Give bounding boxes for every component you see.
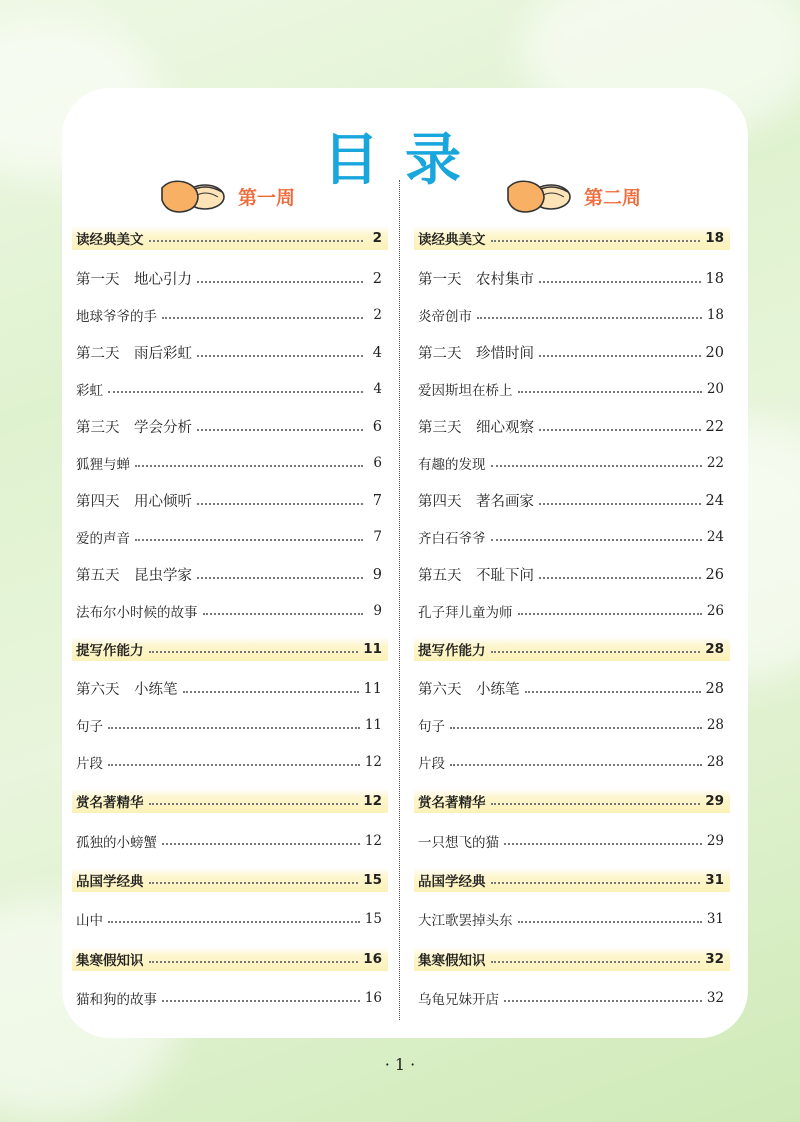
toc-page-number: 18 [705, 230, 724, 246]
dot-leader [108, 921, 360, 923]
toc-section-row [72, 789, 388, 813]
toc-entry-title: 乌龟兄妹开店 [418, 992, 499, 1008]
toc-entry-row [418, 715, 724, 735]
toc-page-number: 12 [363, 793, 382, 809]
toc-entry-title: 大江歌罢掉头东 [418, 913, 513, 929]
dot-leader [162, 843, 360, 845]
toc-entry-title: 第六天 小练笔 [76, 682, 178, 698]
dot-leader [135, 465, 363, 467]
toc-entry-row [76, 988, 382, 1008]
dot-leader [504, 1000, 702, 1002]
toc-entry-row [76, 453, 382, 473]
toc-section-row [72, 868, 388, 892]
toc-entry-row [418, 305, 724, 325]
dot-leader [504, 843, 702, 845]
toc-entry-title: 品国学经典 [76, 874, 144, 890]
toc-page-number: 4 [373, 381, 382, 397]
toc-entry-row [76, 490, 382, 511]
dot-leader [108, 391, 363, 393]
toc-entry-row [76, 678, 382, 699]
toc-page-number: 28 [705, 680, 724, 697]
toc-entry-row [418, 416, 724, 437]
toc-page-number: 24 [706, 529, 724, 545]
toc-entry-row [76, 752, 382, 772]
toc-entry-title: 句子 [76, 719, 103, 735]
dot-leader [197, 577, 363, 579]
dot-leader [518, 921, 702, 923]
toc-page-number: 31 [705, 872, 724, 888]
toc-entry-row [76, 268, 382, 289]
dot-leader [491, 803, 701, 805]
dot-leader [135, 539, 363, 541]
toc-section-row [414, 947, 730, 971]
dot-leader [149, 651, 359, 653]
dot-leader [149, 803, 359, 805]
toc-entry-title: 一只想飞的猫 [418, 835, 499, 851]
toc-page-number: 6 [373, 455, 382, 471]
toc-entry-row [76, 342, 382, 363]
toc-entry-title: 句子 [418, 719, 445, 735]
toc-entry-row [418, 453, 724, 473]
toc-section-row [72, 226, 388, 250]
toc-page-number: 32 [706, 990, 724, 1006]
dot-leader [491, 539, 702, 541]
toc-entry-title: 地球爷爷的手 [76, 309, 157, 325]
toc-section-row [414, 789, 730, 813]
week-heading-2 [504, 176, 641, 216]
toc-entry-row [418, 988, 724, 1008]
toc-entry-title: 第五天 昆虫学家 [76, 568, 192, 584]
toc-section-row [414, 637, 730, 661]
toc-page-number: 11 [363, 641, 382, 657]
toc-entry-row [418, 909, 724, 929]
toc-entry-title: 齐白石爷爷 [418, 531, 486, 547]
toc-page-number: 20 [706, 381, 724, 397]
toc-entry-row [418, 268, 724, 289]
toc-entry-row [76, 831, 382, 851]
dot-leader [491, 651, 701, 653]
toc-entry-title: 集寒假知识 [418, 953, 486, 969]
dot-leader [491, 240, 701, 242]
toc-entry-row [76, 715, 382, 735]
toc-entry-row [418, 678, 724, 699]
toc-page-number: 24 [705, 492, 724, 509]
toc-entry-title: 爱的声音 [76, 531, 130, 547]
toc-entry-row [76, 416, 382, 437]
toc-page-number: 29 [705, 793, 724, 809]
toc-entry-title: 第五天 不耻下问 [418, 568, 534, 584]
toc-section-row [72, 947, 388, 971]
toc-page-number: 26 [706, 603, 724, 619]
dot-leader [197, 355, 363, 357]
week-label: 第二周 [584, 186, 642, 209]
dot-leader [491, 465, 702, 467]
toc-page-number: 20 [705, 344, 724, 361]
toc-entry-title: 有趣的发现 [418, 457, 486, 473]
dot-leader [450, 764, 702, 766]
toc-page-number: 28 [706, 717, 724, 733]
dot-leader [477, 317, 702, 319]
toc-page-number: 18 [706, 307, 724, 323]
toc-page-number: 2 [373, 307, 382, 323]
toc-entry-row [418, 564, 724, 585]
toc-entry-title: 读经典美文 [418, 232, 486, 248]
toc-page-number: 18 [705, 270, 724, 287]
toc-page-number: 2 [372, 270, 382, 287]
toc-section-row [414, 868, 730, 892]
toc-page-number: 16 [364, 990, 382, 1006]
toc-entry-title: 山中 [76, 913, 103, 929]
toc-entry-title: 第三天 细心观察 [418, 420, 534, 436]
toc-entry-row [418, 601, 724, 621]
toc-entry-title: 品国学经典 [418, 874, 486, 890]
dot-leader [518, 391, 702, 393]
toc-entry-title: 狐狸与蝉 [76, 457, 130, 473]
toc-entry-row [418, 527, 724, 547]
toc-page-number: 2 [372, 230, 382, 246]
dot-leader [162, 1000, 360, 1002]
toc-page-number: 15 [363, 872, 382, 888]
toc-page-number: 11 [364, 717, 382, 733]
toc-entry-title: 彩虹 [76, 383, 103, 399]
toc-page-number: 15 [364, 911, 382, 927]
toc-page-number: 12 [364, 833, 382, 849]
toc-entry-title: 第二天 雨后彩虹 [76, 346, 192, 362]
dot-leader [162, 317, 363, 319]
dot-leader [183, 691, 359, 693]
dot-leader [197, 281, 363, 283]
toc-entry-title: 第六天 小练笔 [418, 682, 520, 698]
toc-entry-row [418, 752, 724, 772]
toc-page-number: 29 [706, 833, 724, 849]
toc-entry-row [76, 527, 382, 547]
toc-page-number: 6 [372, 418, 382, 435]
dot-leader [203, 613, 364, 615]
toc-entry-title: 提写作能力 [418, 643, 486, 659]
dot-leader [539, 355, 701, 357]
toc-entry-title: 第一天 农村集市 [418, 272, 534, 288]
toc-page-number: 9 [372, 566, 382, 583]
toc-page-number: 28 [706, 754, 724, 770]
dot-leader [108, 727, 360, 729]
page-number: · 1 · [384, 1055, 416, 1074]
dot-leader [197, 429, 363, 431]
toc-entry-title: 第三天 学会分析 [76, 420, 192, 436]
dot-leader [539, 281, 701, 283]
toc-page-number: 32 [705, 951, 724, 967]
toc-page-number: 22 [706, 455, 724, 471]
toc-entry-row [76, 564, 382, 585]
dot-leader [491, 961, 701, 963]
toc-page-number: 16 [363, 951, 382, 967]
toc-entry-row [76, 305, 382, 325]
dot-leader [518, 613, 702, 615]
column-divider [399, 180, 400, 1020]
toc-page-number: 22 [705, 418, 724, 435]
toc-entry-title: 孔子拜儿童为师 [418, 605, 513, 621]
toc-section-row [72, 637, 388, 661]
dot-leader [539, 429, 701, 431]
toc-page-number: 31 [706, 911, 724, 927]
dot-leader [149, 882, 359, 884]
toc-entry-title: 孤独的小螃蟹 [76, 835, 157, 851]
toc-page-number: 26 [705, 566, 724, 583]
shell-icon [504, 178, 574, 214]
toc-page-number: 12 [364, 754, 382, 770]
toc-entry-title: 赏名著精华 [76, 795, 144, 811]
toc-entry-title: 片段 [418, 756, 445, 772]
toc-entry-title: 提写作能力 [76, 643, 144, 659]
dot-leader [491, 882, 701, 884]
toc-entry-title: 第一天 地心引力 [76, 272, 192, 288]
toc-page-number: 11 [363, 680, 382, 697]
toc-entry-row [418, 831, 724, 851]
toc-page-number: 7 [373, 529, 382, 545]
toc-page-number: 9 [373, 603, 382, 619]
toc-entry-title: 炎帝创市 [418, 309, 472, 325]
toc-entry-row [418, 342, 724, 363]
toc-entry-row [418, 490, 724, 511]
toc-entry-title: 集寒假知识 [76, 953, 144, 969]
dot-leader [539, 503, 701, 505]
toc-page-number: 4 [372, 344, 382, 361]
toc-entry-row [418, 379, 724, 399]
toc-section-row [414, 226, 730, 250]
week-heading-1 [158, 176, 295, 216]
dot-leader [450, 727, 702, 729]
dot-leader [149, 961, 359, 963]
toc-entry-title: 法布尔小时候的故事 [76, 605, 198, 621]
dot-leader [108, 764, 360, 766]
toc-card [62, 88, 748, 1038]
toc-page-number: 28 [705, 641, 724, 657]
toc-entry-row [76, 601, 382, 621]
toc-entry-title: 爱因斯坦在桥上 [418, 383, 513, 399]
toc-entry-title: 猫和狗的故事 [76, 992, 157, 1008]
page-title: 目录 [323, 128, 487, 193]
toc-entry-row [76, 379, 382, 399]
toc-entry-title: 赏名著精华 [418, 795, 486, 811]
dot-leader [149, 240, 364, 242]
toc-entry-title: 片段 [76, 756, 103, 772]
dot-leader [197, 503, 363, 505]
toc-entry-title: 第四天 用心倾听 [76, 494, 192, 510]
toc-entry-title: 第四天 著名画家 [418, 494, 534, 510]
dot-leader [525, 691, 701, 693]
dot-leader [539, 577, 701, 579]
week-label: 第一周 [238, 186, 296, 209]
toc-entry-row [76, 909, 382, 929]
shell-icon [158, 178, 228, 214]
toc-page-number: 7 [372, 492, 382, 509]
toc-entry-title: 第二天 珍惜时间 [418, 346, 534, 362]
toc-entry-title: 读经典美文 [76, 232, 144, 248]
